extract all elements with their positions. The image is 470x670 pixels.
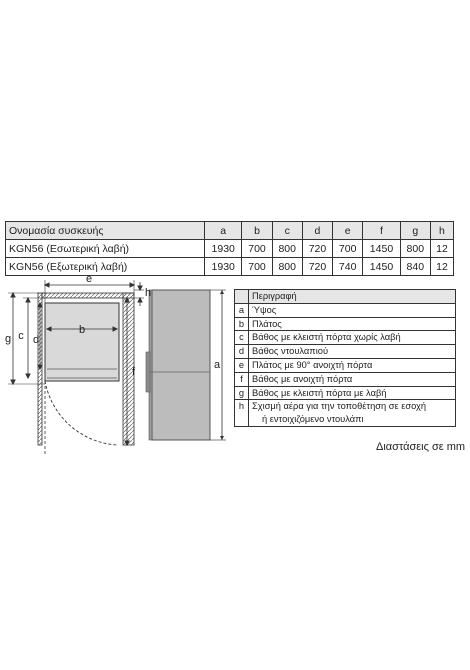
legend-text-line-1: Σχισμή αέρα για την τοποθέτηση σε εσοχή — [252, 401, 427, 412]
legend-key: g — [235, 386, 249, 400]
legend-table — [234, 289, 456, 427]
header-f: f — [363, 222, 400, 240]
units-note: Διαστάσεις σε mm — [376, 441, 466, 453]
row-device-name: KGN56 (Εξωτερική λαβή) — [6, 258, 205, 276]
header-b: b — [242, 222, 272, 240]
row-device-name: KGN56 (Εσωτερική λαβή) — [6, 240, 205, 258]
legend-title: Περιγραφή — [249, 290, 456, 304]
header-e: e — [333, 222, 363, 240]
dim-label-d: d — [32, 334, 40, 346]
dim-label-a: a — [213, 359, 221, 371]
cell-g: 840 — [400, 258, 430, 276]
fridge-side-body — [152, 290, 210, 440]
legend-key: f — [235, 372, 249, 386]
list-item — [235, 303, 456, 317]
header-h: h — [430, 222, 453, 240]
legend-key: a — [235, 303, 249, 317]
cell-c: 800 — [272, 240, 302, 258]
header-c: c — [272, 222, 302, 240]
dim-label-g: g — [4, 333, 12, 345]
header-device-name: Ονομασία συσκευής — [6, 222, 205, 240]
list-item — [235, 317, 456, 331]
legend-text: Πλάτος με 90° ανοιχτή πόρτα — [249, 358, 456, 372]
cell-h: 12 — [430, 240, 453, 258]
cell-c: 800 — [272, 258, 302, 276]
cell-b: 700 — [242, 258, 272, 276]
cell-g: 800 — [400, 240, 430, 258]
cell-f: 1450 — [363, 258, 400, 276]
door-handle — [146, 352, 150, 392]
header-g: g — [400, 222, 430, 240]
dim-label-b: b — [78, 324, 86, 336]
legend-key: h — [235, 400, 249, 426]
niche-back-wall — [42, 293, 134, 298]
list-item — [235, 400, 456, 426]
cell-h: 12 — [430, 258, 453, 276]
legend-text: Πλάτος — [249, 317, 456, 331]
legend-text-multiline — [249, 400, 456, 426]
legend-key: b — [235, 317, 249, 331]
cell-d: 720 — [302, 258, 332, 276]
cell-e: 740 — [333, 258, 363, 276]
cell-f: 1450 — [363, 240, 400, 258]
legend-key: d — [235, 345, 249, 359]
legend-text: Βάθος ντουλαπιού — [249, 345, 456, 359]
cell-d: 720 — [302, 240, 332, 258]
list-item — [235, 372, 456, 386]
header-a: a — [205, 222, 242, 240]
cell-a: 1930 — [205, 258, 242, 276]
dim-label-c: c — [18, 330, 24, 342]
legend-text: Ύψος — [249, 303, 456, 317]
list-item — [235, 386, 456, 400]
header-d: d — [302, 222, 332, 240]
legend-header-key — [235, 290, 249, 304]
legend-text-line-2: ή εντοιχιζόμενο ντουλάπι — [262, 413, 364, 424]
list-item — [235, 331, 456, 345]
cell-e: 700 — [333, 240, 363, 258]
legend-text: Βάθος με κλειστή πόρτα με λαβή — [249, 386, 456, 400]
legend-key: c — [235, 331, 249, 345]
door-swing-arc — [45, 381, 117, 445]
legend-text: Βάθος με κλειστή πόρτα χωρίς λαβή — [249, 331, 456, 345]
dim-label-f: f — [132, 366, 136, 378]
legend-text: Βάθος με ανοιχτή πόρτα — [249, 372, 456, 386]
list-item — [235, 358, 456, 372]
cell-a: 1930 — [205, 240, 242, 258]
dim-label-e: e — [85, 273, 93, 285]
cell-b: 700 — [242, 240, 272, 258]
legend-key: e — [235, 358, 249, 372]
top-view — [8, 280, 144, 455]
dim-label-h: h — [145, 287, 152, 299]
list-item — [235, 345, 456, 359]
legend-header-row — [235, 290, 456, 304]
